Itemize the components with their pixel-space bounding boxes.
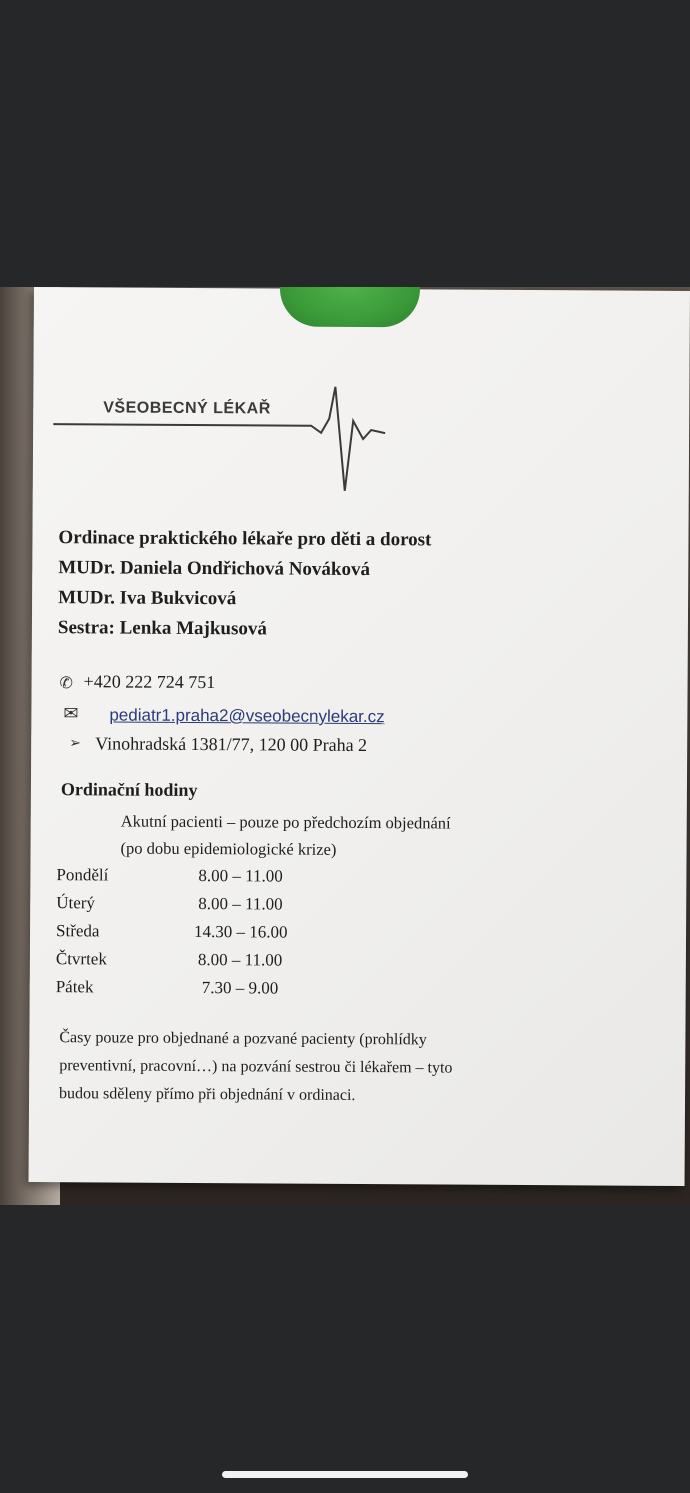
schedule-time: 14.30 – 16.00 (194, 921, 288, 942)
footer-line-2: preventivní, pracovní…) na pozvání sestrou či lékařem – tyto (59, 1057, 453, 1077)
schedule-time: 8.00 – 11.00 (198, 866, 283, 886)
footer-line-1: Časy pouze pro objednané a pozvané pacienty (prohlídky (59, 1029, 427, 1049)
heartbeat-logo-icon (53, 379, 394, 491)
schedule-time: 7.30 – 9.00 (201, 978, 279, 998)
schedule-day: Čtvrtek (55, 949, 107, 969)
schedule-time: 8.00 – 11.00 (197, 950, 283, 970)
schedule-day: Středa (56, 921, 100, 941)
nurse: Sestra: Lenka Majkusová (57, 617, 267, 640)
schedule-day: Pátek (55, 977, 94, 997)
schedule-day: Úterý (56, 893, 96, 913)
notice-paper (29, 287, 690, 1186)
schedule-day: Pondělí (56, 865, 109, 885)
doctor-1: MUDr. Daniela Ondřichová Nováková (58, 557, 371, 581)
green-magnet (280, 287, 420, 327)
envelope-icon: ✉ (63, 703, 79, 725)
home-indicator[interactable] (222, 1471, 468, 1478)
phone-number: +420 222 724 751 (83, 671, 216, 693)
phone-icon: ✆ (59, 673, 74, 693)
logo-text: VŠEOBECNÝ LÉKAŘ (103, 399, 271, 418)
photo (0, 287, 690, 1205)
arrow-icon: ➢ (69, 735, 81, 752)
email-link[interactable]: pediatr1.praha2@vseobecnylekar.cz (109, 705, 385, 727)
doctor-2: MUDr. Iva Bukvicová (58, 587, 237, 610)
practice-title: Ordinace praktického lékaře pro děti a dorost (58, 527, 432, 551)
address: Vinohradská 1381/77, 120 00 Praha 2 (95, 733, 368, 756)
schedule-time: 8.00 – 11.00 (198, 894, 283, 914)
hours-title: Ordinační hodiny (60, 779, 198, 801)
hours-note-1: Akutní pacienti – pouze po předchozím objednání (120, 811, 451, 833)
hours-note-2: (po dobu epidemiologické krize) (120, 838, 337, 859)
footer-line-3: budou sděleny přímo při objednání v ordinaci. (59, 1085, 356, 1104)
